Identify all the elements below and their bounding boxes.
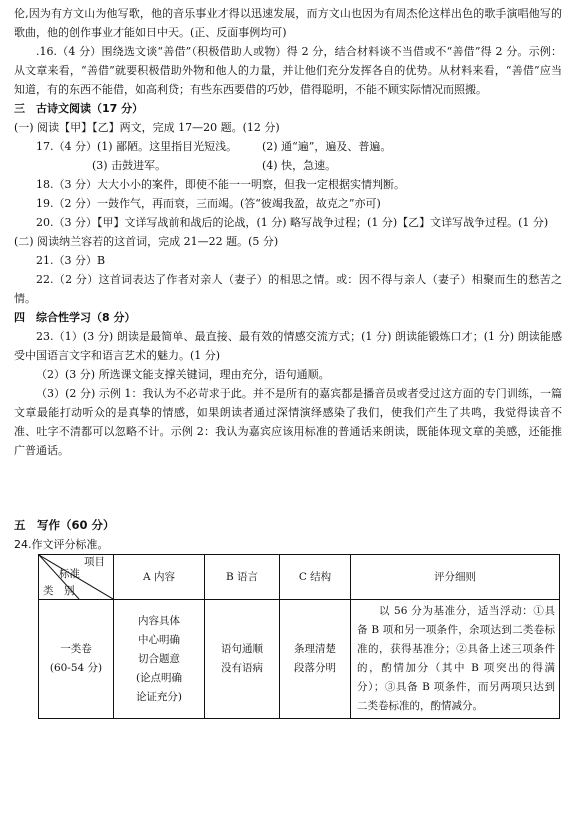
answer-21: 21.（3 分）B xyxy=(36,254,106,267)
detail-text: 以 56 分为基准分，适当浮动：①具备 B 项和另一项条件，余项达到二类卷标准的，获得基准分；②具备上述三项条件的，酌情加分（其中 B 项突出的得满分）；③具备 B 项条件，而另两项只达到二类卷标准的，酌情减分。 xyxy=(357,605,555,712)
answer-15-continuation: 伦,因为有方文山为他写歌，他的音乐事业才得以迅速发展，而方文山也因为有周杰伦这样出色的歌手演唱他写的歌曲，他的创作事业才能如日中天。(正、反面事例均可) xyxy=(14,7,562,39)
section-3-part-2-heading: (二) 阅读纳兰容若的这首词，完成 21—22 题。(5 分) xyxy=(14,235,279,248)
answer-17-item-2: (2) 通“遍”，遍及、普遍。 xyxy=(262,140,392,153)
table-header-row xyxy=(39,555,560,600)
answer-document xyxy=(14,4,562,719)
section-3-part-1-heading: (一) 阅读【甲】【乙】两文，完成 17—20 题。(12 分) xyxy=(14,121,280,134)
answer-18: 18.（3 分）大大小小的案件，即使不能一一明察，但我一定根据实情判断。 xyxy=(36,178,405,191)
answer-22: 22.（2 分）这首词表达了作者对亲人（妻子）的相思之情。或：因不得与亲人（妻子）相聚而生的愁苦之情。 xyxy=(14,273,562,305)
corner-label-item: 项目 xyxy=(84,556,105,568)
answer-23-1: 23.（1）(3 分) 朗读是最简单、最直接、最有效的情感交流方式；(1 分) 朗读能锻炼口才；(1 分) 朗读能感受中国语言文字和语言艺术的魅力。(1 分) xyxy=(14,330,562,362)
answer-17-item-4: (4) 快，急速。 xyxy=(262,159,337,172)
language-cell: 语句通顺 没有语病 xyxy=(205,600,280,719)
section-3-heading: 三 古诗文阅读（17 分） xyxy=(14,102,144,115)
category-score: (60-54 分) xyxy=(49,662,103,674)
answer-19: 19.（2 分）一鼓作气，再而衰，三而竭。(答“彼竭我盈，故克之”亦可) xyxy=(36,197,381,210)
structure-cell: 条理清楚 段落分明 xyxy=(280,600,351,719)
section-4-heading: 四 综合性学习（8 分） xyxy=(14,311,136,324)
answer-23-3: （3）(2 分) 示例 1：我认为不必苛求于此。并不是所有的嘉宾都是播音员或者受过这方面的专门训练，一篇文章最能打动听众的是真挚的情感，如果朗读者通过深情演绎感染了我们，使我们产生了共鸣，我觉得读音不准、吐字不清都可以忽略不计。示例 2：我认为嘉宾应该用标准的普通话来朗读，既能体现文章的美感，还能推广普通话。 xyxy=(14,387,562,457)
table-row xyxy=(39,600,560,719)
header-content: A 内容 xyxy=(114,555,205,600)
detail-cell xyxy=(351,600,560,719)
header-detail: 评分细则 xyxy=(351,555,560,600)
answer-16: .16.（4 分）围绕选文谈“善借”（积极借助人或物）得 2 分，结合材料谈不当借或不“善借”得 2 分。示例：从文章来看，“善借”就要积极借助外物和他人的力量，并让他们充分发挥各自的优势。从材料来看，“善借”应当知道，有的东西不能借，如高利贷；有些东西要借的巧妙，借得聪明，不能不顾实际情况而照搬。 xyxy=(14,45,562,96)
answer-24-heading: 24.作文评分标准。 xyxy=(14,538,109,551)
answer-17-item-3: (3) 击鼓进军。 xyxy=(92,159,167,172)
header-structure: C 结构 xyxy=(280,555,351,600)
corner-label-standard: 标准 xyxy=(59,568,80,580)
table-corner-cell xyxy=(39,555,114,600)
answer-17-row-1 xyxy=(14,137,562,156)
answer-20: 20.（3 分）【甲】文详写战前和战后的论战，(1 分) 略写战争过程；(1 分)【乙】文详写战争过程。(1 分) xyxy=(36,216,549,229)
category-cell xyxy=(39,600,114,719)
answer-17-row-2 xyxy=(14,156,562,175)
section-5-heading: 五 写作（60 分） xyxy=(14,518,115,532)
header-language: B 语言 xyxy=(205,555,280,600)
content-cell: 内容具体 中心明确 切合题意 (论点明确 论证充分) xyxy=(114,600,205,719)
essay-scoring-table xyxy=(38,554,560,719)
corner-label-category: 类 别 xyxy=(43,585,75,597)
category-name: 一类卷 xyxy=(60,643,92,655)
answer-17-item-1: 17.（4 分）(1) 鄙陋。这里指目光短浅。 xyxy=(36,140,238,153)
answer-23-2: （2）(3 分) 所选课文能支撑关键词，理由充分，语句通顺。 xyxy=(36,368,330,381)
